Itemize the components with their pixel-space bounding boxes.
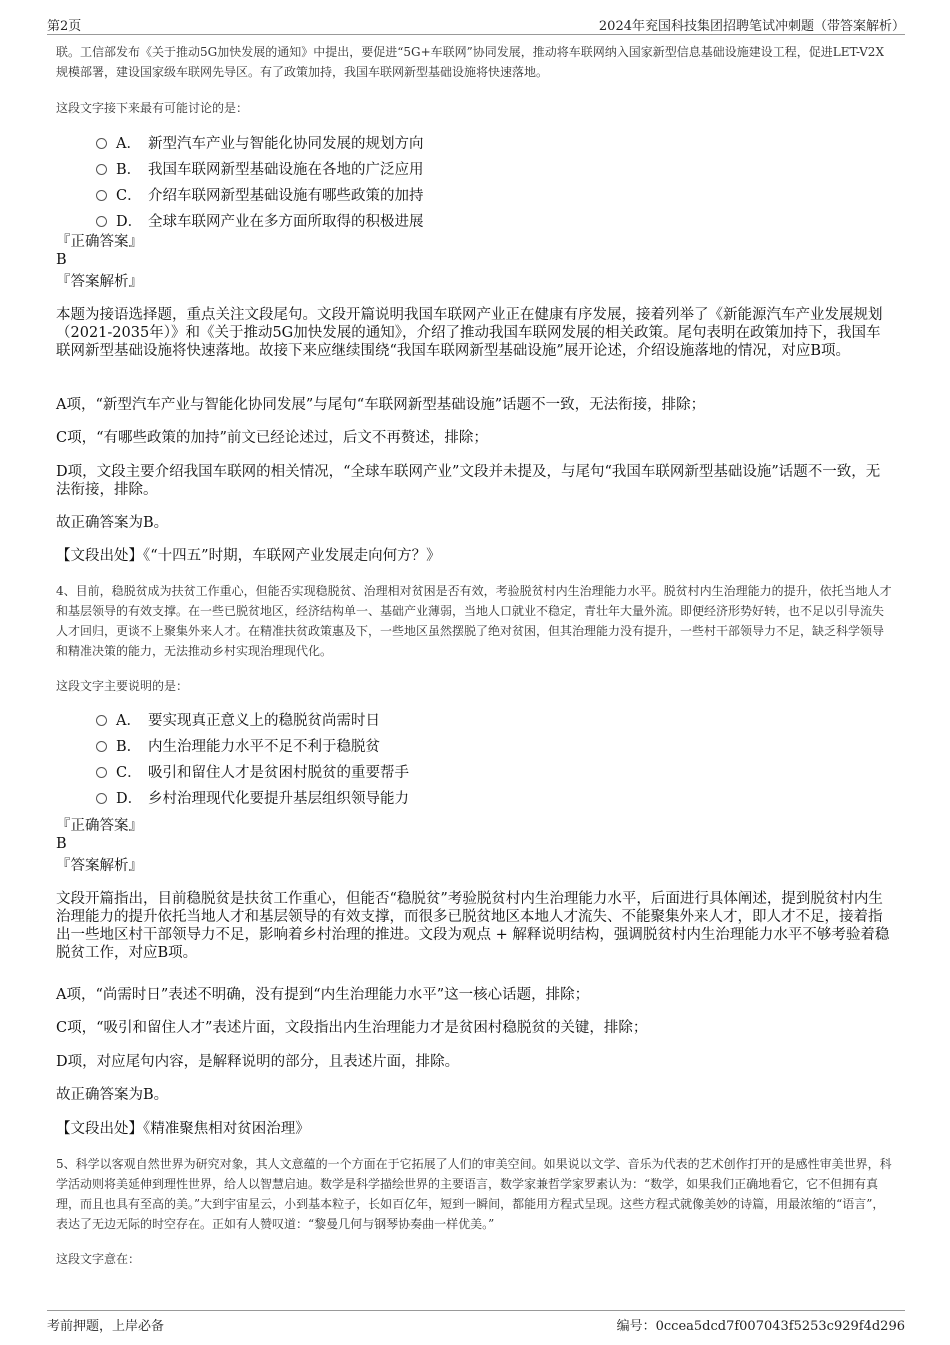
q4-option-c[interactable]: C． 吸引和留住人才是贫困村脱贫的重要帮手 bbox=[96, 764, 409, 782]
q4-answer-label: 『正确答案』 bbox=[56, 818, 143, 834]
radio-icon[interactable] bbox=[96, 715, 107, 726]
q3-option-a[interactable]: A． 新型汽车产业与智能化协同发展的规划方向 bbox=[96, 135, 424, 153]
q3-analysis: 本题为接语选择题，重点关注文段尾句。文段开篇说明我国车联网产业正在健康有序发展，接着列举了《新能源汽车产业发展规划（2021-2035年）》和《关于推动5G加快发展的通知》，介绍了推动我国车联网发展的相关政策。尾句表明在政策加持下，我国车联网新型基础设施将快速落地。故接下来应继续围绕“我国车联网新型基础设施”展开论述，介绍设施落地的情况，对应B项。 bbox=[56, 307, 883, 359]
page-header bbox=[47, 14, 905, 35]
page-number: 第2页 bbox=[47, 19, 82, 34]
radio-icon[interactable] bbox=[96, 216, 107, 227]
q4-passage: 4、目前，稳脱贫成为扶贫工作重心，但能否实现稳脱贫、治理相对贫困是否有效，考验脱贫村内生治理能力水平。脱贫村内生治理能力的提升，依托当地人才和基层领导的有效支撑。在一些已脱贫地区，经济结构单一、基础产业薄弱，当地人口就业不稳定，青壮年大量外流。即便经济形势好转，也不足以引导流失人才回归，更谈不上聚集外来人才。在精准扶贫政策惠及下，一些地区虽然摆脱了绝对贫困，但其治理能力没有提升，一些村干部领导力不足，缺乏科学领导和精准决策的能力，无法推动乡村实现治理现代化。 bbox=[56, 584, 892, 658]
q3-note-c: C项，“有哪些政策的加持”前文已经论述过，后文不再赘述，排除； bbox=[56, 430, 488, 446]
q4-analysis-label: 『答案解析』 bbox=[56, 858, 143, 874]
q5-passage: 5、科学以客观自然世界为研究对象，其人文意蕴的一个方面在于它拓展了人们的审美空间。如果说以文学、音乐为代表的艺术创作打开的是感性审美世界，科学活动则将美延伸到理性世界，给人以智慧启迪。数学是科学描绘世界的主要语言，数学家兼哲学家罗素认为：“数学，如果我们正确地看它，它不但拥有真理，而且也具有至高的美。”大到宇宙星云，小到基本粒子，长如百亿年，短到一瞬间，都能用方程式呈现。这些方程式就像美妙的诗篇，用最浓缩的“语言”，表达了无边无际的时空存在。正如有人赞叹道：“黎曼几何与钢琴协奏曲一样优美。” bbox=[56, 1157, 892, 1231]
q3-source: 【文段出处】《“十四五”时期，车联网产业发展走向何方？》 bbox=[56, 548, 441, 564]
q3-option-c[interactable]: C． 介绍车联网新型基础设施有哪些政策的加持 bbox=[96, 187, 424, 205]
q4-note-a: A项，“尚需时日”表述不明确，没有提到“内生治理能力水平”这一核心话题，排除； bbox=[56, 987, 590, 1003]
q5-question: 这段文字意在： bbox=[56, 1252, 141, 1266]
radio-icon[interactable] bbox=[96, 767, 107, 778]
q4-question: 这段文字主要说明的是： bbox=[56, 679, 189, 693]
q3-option-b[interactable]: B． 我国车联网新型基础设施在各地的广泛应用 bbox=[96, 161, 424, 179]
q3-note-d: D项，文段主要介绍我国车联网的相关情况，“全球车联网产业”文段并未提及，与尾句“我国车联网新型基础设施”话题不一致，无法衔接，排除。 bbox=[56, 464, 881, 498]
q3-option-d[interactable]: D． 全球车联网产业在多方面所取得的积极进展 bbox=[96, 213, 424, 231]
q3-question: 这段文字接下来最有可能讨论的是： bbox=[56, 101, 249, 115]
q4-source: 【文段出处】《精准聚焦相对贫困治理》 bbox=[56, 1121, 310, 1137]
radio-icon[interactable] bbox=[96, 138, 107, 149]
radio-icon[interactable] bbox=[96, 190, 107, 201]
q3-analysis-label: 『答案解析』 bbox=[56, 274, 143, 290]
radio-icon[interactable] bbox=[96, 793, 107, 804]
q4-conclusion: 故正确答案为B。 bbox=[56, 1087, 169, 1103]
q4-note-c: C项，“吸引和留住人才”表述片面，文段指出内生治理能力才是贫困村稳脱贫的关键，排除； bbox=[56, 1020, 648, 1036]
q4-option-b[interactable]: B． 内生治理能力水平不足不利于稳脱贫 bbox=[96, 738, 380, 756]
document-id: 编号：0ccea5dcd7f007043f5253c929f4d296 bbox=[616, 1319, 905, 1334]
q3-answer: B bbox=[56, 252, 67, 268]
q4-analysis: 文段开篇指出，目前稳脱贫是扶贫工作重心，但能否“稳脱贫”考验脱贫村内生治理能力水平，后面进行具体阐述，提到脱贫村内生治理能力的提升依托当地人才和基层领导的有效支撑，而很多已脱贫地区本地人才流失、不能聚集外来人才，即人才不足，接着指出一些地区村干部领导力不足，影响着乡村治理的推进。文段为观点 + 解释说明结构，强调脱贫村内生治理能力水平不够考验着稳脱贫工作，对应B项。 bbox=[56, 891, 890, 961]
document-title: 2024年兖国科技集团招聘笔试冲刺题（带答案解析） bbox=[598, 19, 905, 34]
q4-option-a[interactable]: A． 要实现真正意义上的稳脱贫尚需时日 bbox=[96, 712, 380, 730]
q4-note-d: D项，对应尾句内容，是解释说明的部分，且表述片面，排除。 bbox=[56, 1054, 460, 1070]
q3-note-a: A项，“新型汽车产业与智能化协同发展”与尾句“车联网新型基础设施”话题不一致，无法衔接，排除； bbox=[56, 397, 706, 413]
page-footer bbox=[47, 1310, 905, 1333]
q3-answer-label: 『正确答案』 bbox=[56, 234, 143, 250]
q3-conclusion: 故正确答案为B。 bbox=[56, 515, 169, 531]
radio-icon[interactable] bbox=[96, 741, 107, 752]
footer-slogan: 考前押题，上岸必备 bbox=[47, 1319, 165, 1334]
q4-answer: B bbox=[56, 836, 67, 852]
radio-icon[interactable] bbox=[96, 164, 107, 175]
q4-option-d[interactable]: D． 乡村治理现代化要提升基层组织领导能力 bbox=[96, 790, 409, 808]
q3-passage: 联。工信部发布《关于推动5G加快发展的通知》中提出，要促进“5G+车联网”协同发展，推动将车联网纳入国家新型信息基础设施建设工程，促进LET-V2X规模部署，建设国家级车联网先导区。有了政策加持，我国车联网新型基础设施将快速落地。 bbox=[56, 45, 884, 79]
